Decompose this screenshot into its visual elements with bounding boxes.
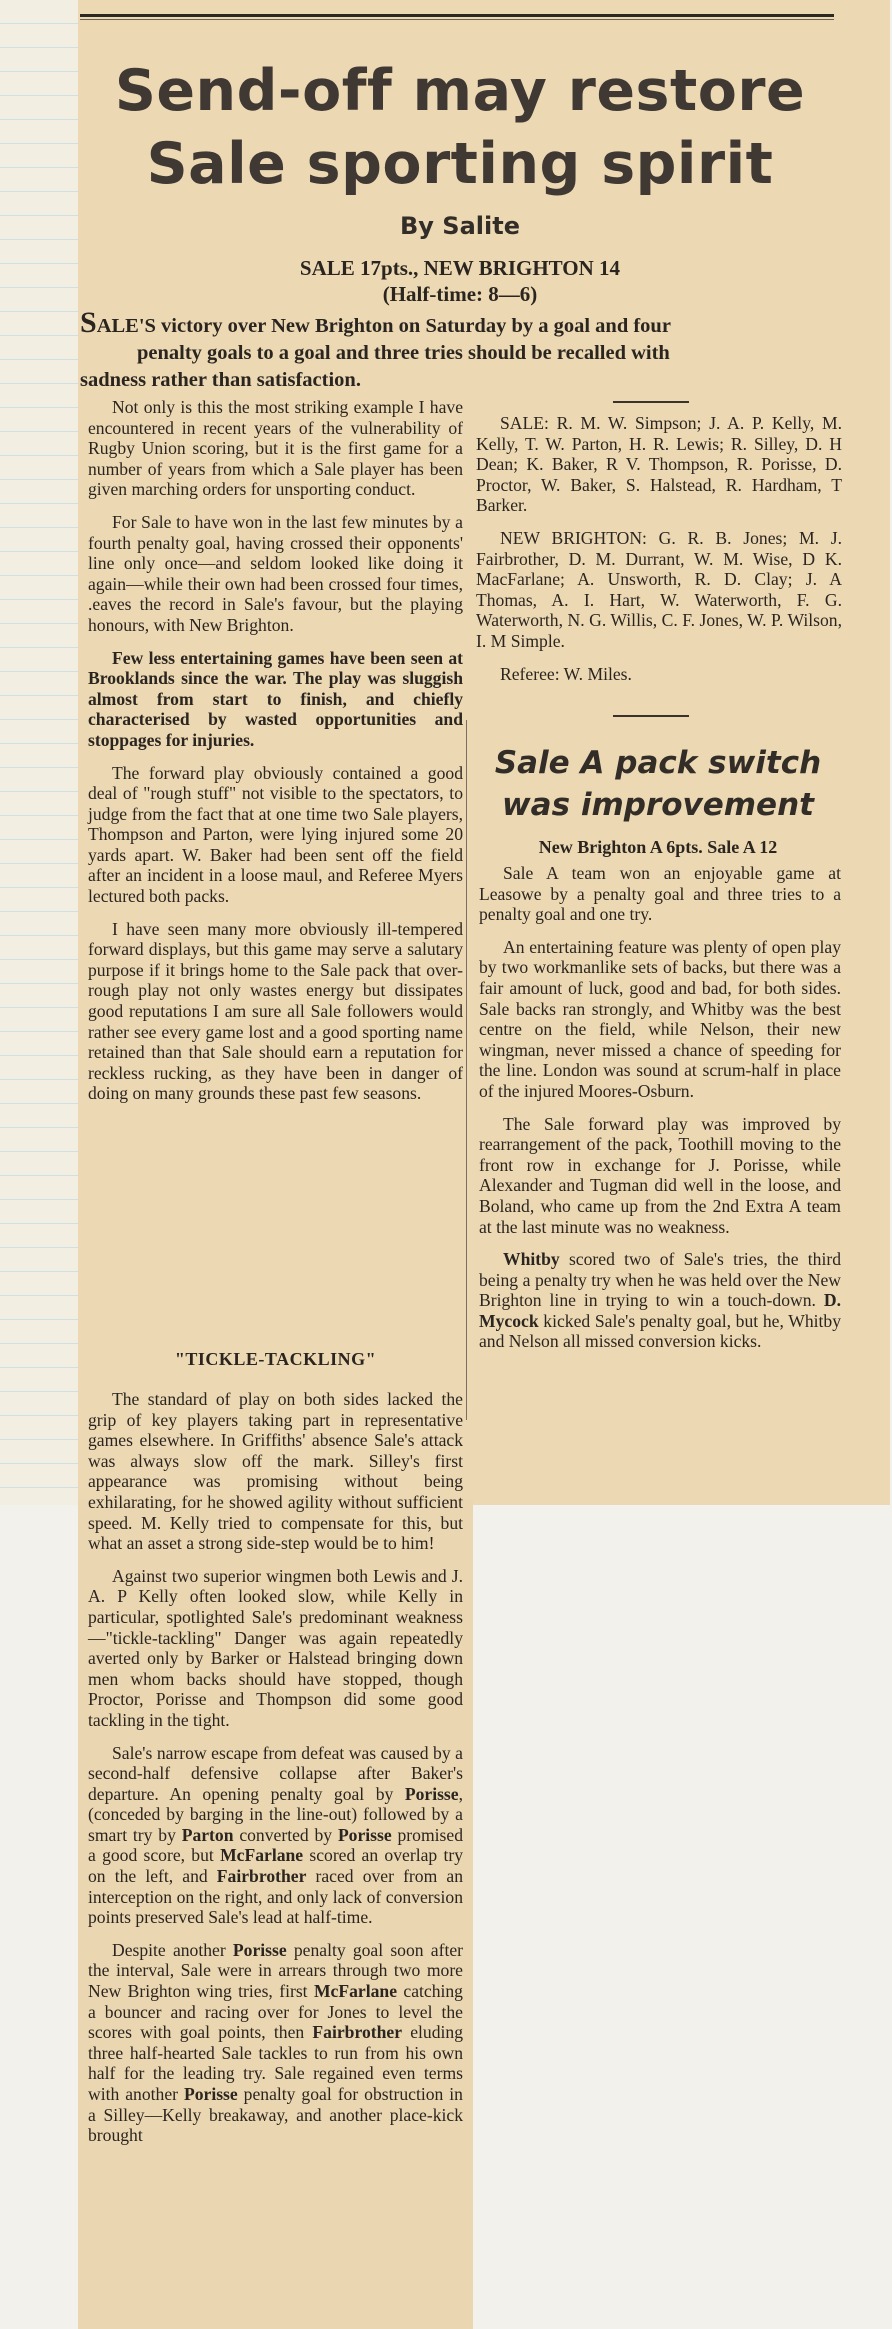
paragraph: I have seen many more obviously ill-tempered forward displays, but this game may serve a salutary purpose if it brings home to the Sale pack that over-rough play not only wastes energy but dissipates good reputations I am sure all Sale followers would rather see every game lost and a good sporting name retained than that Sale should earn a reputation for reckless rucking, as they have been in danger of doing on many grounds these past few seasons. — [88, 918, 463, 1104]
sale-team: SALE: R. M. W. Simpson; J. A. P. Kelly, M. Kelly, T. W. Parton, H. R. Lewis; R. Silley, D. H Dean; K. Baker, R V. Thompson, R. Porisse, D. Proctor, W. Baker, S. Halstead, R. Hardham, T Barker. — [476, 413, 842, 516]
new-brighton-team: NEW BRIGHTON: G. R. B. Jones; M. J. Fairbrother, D. M. Durrant, W. M. Wise, D K. MacFarlane; A. Unsworth, R. D. Clay; J. A Thomas, A. I. Hart, W. Waterworth, F. G. Waterworth, N. G. Willis, C. F. Jones, W. P. Wilson, I. M Simple. — [476, 527, 842, 651]
halftime-line: (Half-time: 8—6) — [382, 282, 538, 306]
player-name: Fairbrother — [216, 1866, 307, 1887]
drop-cap: S — [80, 306, 97, 339]
player-name: McFarlane — [220, 1845, 304, 1866]
paragraph: An entertaining feature was plenty of open play by two workmanlike sets of backs, but there was a fair amount of luck, good and bad, for both sides. Sale backs ran strongly, and Whitby was the best centre on the field, while Nelson, their new wingman, never missed a chance of speeding for the line. London was sound at scrum-half in place of the injured Moores-Osburn. — [479, 936, 841, 1101]
match-score — [90, 255, 830, 307]
top-rule — [80, 14, 834, 17]
paragraph: The Sale forward play was improved by rearrangement of the pack, Toothill moving to the front row in exchange for J. Porisse, while Alexander and Tugman did well in the loose, and Boland, who came up from the 2nd Extra A team at the last minute was no weakness. — [479, 1113, 841, 1237]
player-name: Porisse — [404, 1783, 459, 1804]
second-headline — [470, 742, 846, 826]
referee: Referee: W. Miles. — [500, 663, 632, 684]
section-subhead: "TICKLE-TACKLING" — [174, 1349, 377, 1369]
player-name: Parton — [181, 1824, 234, 1845]
paragraph: For Sale to have won in the last few minutes by a fourth penalty goal, having crossed their opponents' line only once—and seldom looked like doing it again—while their own had been crossed four times, .eaves the record in Sale's favour, but the playing honours, with New Brighton. — [88, 511, 463, 635]
lead-line-3: sadness rather than satisfaction. — [80, 369, 361, 391]
paragraph: The standard of play on both sides lacked the grip of key players taking part in representative games elsewhere. In Griffiths' absence Sale's attack was always slow off the mark. Silley's first appearance was promising without being exhilarating, for he showed agility without sufficient speed. M. Kelly tried to compensate for this, but what an asset a strong side-step would be to him! — [88, 1389, 463, 1554]
lead-line-1: ALE'S victory over New Brighton on Saturday by a goal and four — [96, 315, 671, 337]
text-run: kicked Sale's penalty goal, but he, Whitby and Nelson all missed conversion kicks. — [479, 1310, 841, 1352]
team-lineups — [476, 413, 842, 696]
player-name: Whitby — [503, 1249, 560, 1270]
article-headline — [90, 55, 830, 201]
column-1-upper — [88, 397, 463, 1116]
text-run: Sale's narrow escape from defeat was caused by a second-half defensive collapse after Baker's departure. An opening penalty goal by — [88, 1742, 463, 1804]
text-run: eluding three half-hearted Sale tackles to run from his own half for the leading try. Sale regained even terms with another — [88, 2022, 464, 2104]
second-score-line: New Brighton A 6pts. Sale A 12 — [538, 837, 778, 857]
lead-paragraph — [80, 306, 832, 394]
lead-line-2: penalty goals to a goal and three tries should be recalled with — [137, 342, 670, 364]
paragraph: Not only is this the most striking example I have encountered in recent years of the vulnerability of Rugby Union scoring, but it is the first game for a number of years from which a Sale player has been given marching orders for unsporting conduct. — [88, 397, 463, 500]
text-run: scored an overlap try on the left, and — [88, 1845, 463, 1887]
text-run: , (conceded by barging in the line-out) followed by a smart try by — [88, 1783, 463, 1845]
short-divider — [613, 401, 689, 403]
text-run: raced over from an interception on the right, and only lack of conversion points preserved Sale's lead at half-time. — [88, 1866, 463, 1928]
paragraph: Sale A team won an enjoyable game at Leasowe by a penalty goal and three tries to a penalty goal and one try. — [479, 863, 841, 925]
short-divider — [613, 715, 689, 717]
column-1-lower — [88, 1389, 463, 2146]
player-name: Porisse — [183, 2084, 238, 2104]
paragraph — [88, 1940, 463, 2146]
player-name: McFarlane — [313, 1981, 397, 2002]
player-name: Porisse — [232, 1939, 287, 1960]
headline-line-2: Sale sporting spirit — [146, 131, 774, 197]
paragraph: Few less entertaining games have been seen at Brooklands since the war. The play was sluggish almost from start to finish, and chiefly characterised by wasted opportunities and stoppages for injuries. — [88, 647, 463, 750]
top-rule-thin — [80, 19, 834, 20]
paragraph: The forward play obviously contained a good deal of "rough stuff" not visible to the spectators, to judge from the fact that at one time two Sale players, Thompson and Parton, were lying injured some 20 yards apart. W. Baker had been sent off the field after an incident in a loose maul, and Referee Myers lectured both packs. — [88, 762, 463, 907]
lined-notebook-margin — [0, 0, 80, 1505]
player-name: Fairbrother — [312, 2022, 402, 2043]
text-run: Despite another — [112, 1939, 233, 1960]
paragraph — [88, 1743, 463, 1928]
headline-line-1: Send-off may restore — [114, 58, 806, 124]
score-line: SALE 17pts., NEW BRIGHTON 14 — [299, 256, 621, 280]
text-run: converted by — [233, 1824, 338, 1845]
second-headline-line-1: Sale A pack switch — [494, 745, 822, 781]
byline: By Salite — [400, 212, 520, 240]
player-name: D. Mycock — [479, 1290, 841, 1331]
text-run: penalty goal soon after the interval, Sale were in arrears through two more New Brighton wing tries, first — [88, 1939, 463, 2002]
text-run: promised a good score, but — [88, 1824, 463, 1866]
column-3 — [479, 863, 841, 1364]
text-run: scored two of Sale's tries, the third being a penalty try when he was held over the New Brighton line in trying to win a touch-down. — [479, 1249, 841, 1311]
column-divider — [466, 720, 467, 1420]
paragraph — [479, 1249, 841, 1352]
text-run: penalty goal for obstruction in a Silley—Kelly breakaway, and another place-kick brought — [88, 2084, 463, 2146]
player-name: Porisse — [337, 1824, 392, 1845]
text-run: catching a bouncer and racing over for Jones to level the scores with goal points, then — [88, 1981, 463, 2043]
second-headline-line-2: was improvement — [502, 787, 814, 823]
paragraph: Against two superior wingmen both Lewis and J. A. P Kelly often looked slow, while Kelly in particular, spotlighted Sale's predominant weakness —"tickle-tackling" Danger was again repeatedly averted only by Barker or Halstead bringing down men whom backs should have stopped, though Proctor, Porisse and Thompson did some good tackling in the tight. — [88, 1565, 463, 1730]
